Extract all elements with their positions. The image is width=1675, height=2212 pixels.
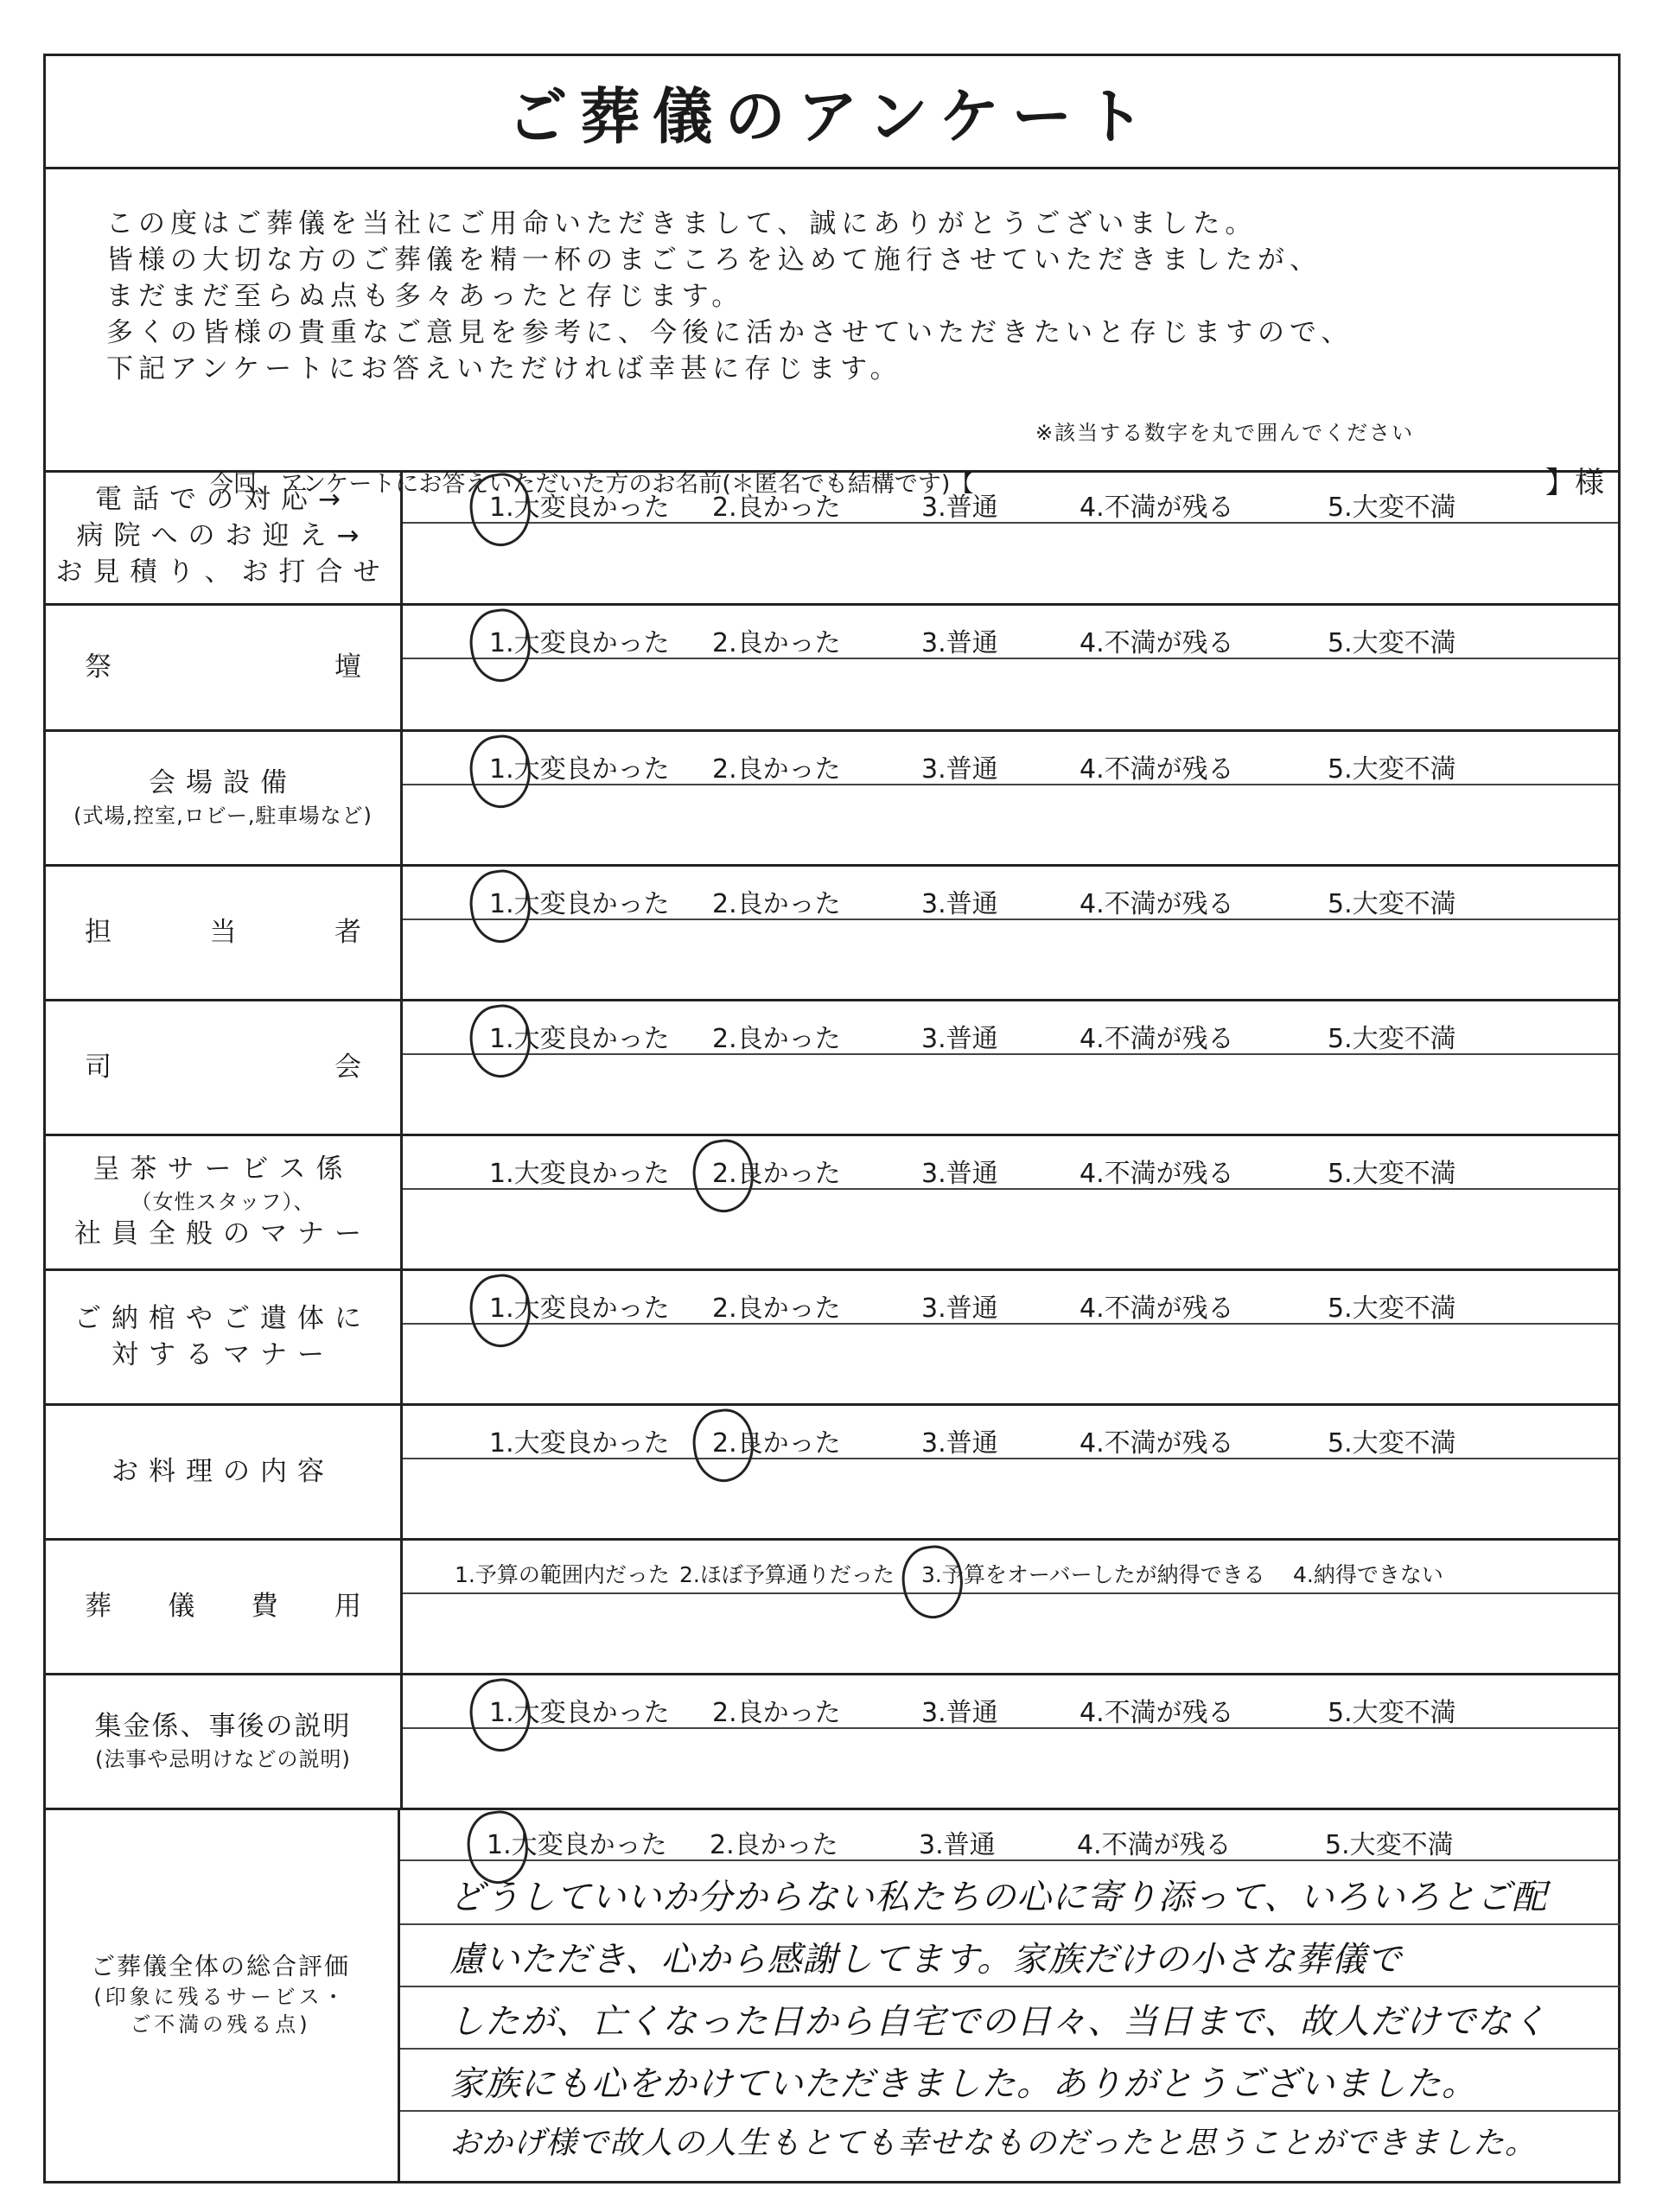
label-coffin <box>46 1271 403 1403</box>
row-phone <box>46 470 1618 606</box>
comment-line: おかげ様で故人の人生もとても幸せなものだったと思うことができました。 <box>449 2126 1538 2161</box>
intro-line: この度はご葬儀を当社にご用命いただきまして、誠にありがとうございました。 <box>106 208 1258 239</box>
label-char: 壇 <box>334 651 361 683</box>
rating-options <box>403 606 1618 659</box>
option-1[interactable]: 1.大変良かった <box>489 882 670 920</box>
label-line: 電話での対応→ <box>95 484 351 516</box>
rating-options <box>403 1271 1618 1325</box>
option-3[interactable]: 3.普通 <box>921 1159 998 1189</box>
option-5[interactable]: 5.大変不満 <box>1328 1159 1456 1189</box>
option-5[interactable]: 5.大変不満 <box>1328 628 1456 658</box>
selected-circle <box>465 1001 535 1082</box>
option-4[interactable]: 4.不満が残る <box>1080 1698 1234 1728</box>
selected-circle <box>465 470 535 550</box>
option-3[interactable]: 3.普通 <box>921 628 998 658</box>
selected-circle <box>465 1271 535 1351</box>
option-2[interactable]: 2.良かった <box>712 628 841 658</box>
selected-circle <box>688 1406 758 1486</box>
row-altar <box>46 606 1618 732</box>
comment-rule <box>400 2048 1621 2050</box>
rating-options <box>400 1808 1621 1861</box>
intro-line: 多くの皆様の貴重なご意見を参考に、今後に活かさせていただきたいと存じますので、 <box>106 317 1353 348</box>
option-1[interactable]: 1.大変良かった <box>489 1428 670 1459</box>
label-mc <box>46 1001 403 1134</box>
selected-circle <box>465 1675 535 1756</box>
intro-line: 下記アンケートにお答えいただければ幸甚に存じます。 <box>106 353 902 385</box>
rating-options <box>403 1001 1618 1055</box>
instruction-note: ※該当する数字を丸で囲んでください <box>1035 421 1415 445</box>
comment-line: どうしていいか分からない私たちの心に寄り添って、いろいろとご配 <box>449 1878 1548 1917</box>
label-char: 担 <box>85 916 111 948</box>
label-line: ご不満の残る点) <box>130 2012 311 2037</box>
label-line: 社員全般のマナー <box>74 1217 372 1249</box>
label-char: 葬 <box>85 1590 111 1622</box>
row-staff <box>46 867 1618 1001</box>
label-char: 儀 <box>168 1590 195 1622</box>
option-3[interactable]: 3.普通 <box>921 889 998 919</box>
row-overall <box>43 1808 1621 2181</box>
comment-rule <box>400 1986 1621 1987</box>
label-char: 用 <box>334 1590 361 1622</box>
rating-options <box>403 867 1618 920</box>
option-3[interactable]: 3.普通 <box>919 1830 996 1860</box>
label-tea-service <box>46 1136 403 1268</box>
label-staff <box>46 867 403 999</box>
selected-circle <box>465 867 535 947</box>
option-4[interactable]: 4.不満が残る <box>1080 754 1234 785</box>
option-4[interactable]: 4.不満が残る <box>1080 1024 1234 1054</box>
option-2[interactable]: 2.良かった <box>712 754 841 785</box>
option-4[interactable]: 4.不満が残る <box>1080 1294 1234 1324</box>
rating-options <box>403 1675 1618 1729</box>
option-1[interactable]: 1.大変良かった <box>487 1823 667 1861</box>
option-5[interactable]: 5.大変不満 <box>1325 1830 1454 1860</box>
option-1[interactable]: 1.大変良かった <box>489 1691 670 1729</box>
option-2[interactable]: 2.良かった <box>710 1830 838 1860</box>
option-1[interactable]: 1.大変良かった <box>489 486 670 524</box>
intro-line: まだまだ至らぬ点も多々あったと存じます。 <box>106 281 744 312</box>
option-4[interactable]: 4.不満が残る <box>1080 628 1234 658</box>
label-line: (法事や忌明けなどの説明) <box>95 1747 351 1772</box>
option-4[interactable]: 4.不満が残る <box>1080 889 1234 919</box>
cost-option-4[interactable]: 4.納得できない <box>1293 1562 1443 1587</box>
label-altar <box>46 606 403 729</box>
label-line: お料理の内容 <box>111 1455 334 1487</box>
name-suffix: 】様 <box>1545 466 1604 500</box>
label-overall <box>43 1808 400 2181</box>
label-line: ご葬儀全体の総合評価 <box>90 1951 350 1980</box>
label-food <box>46 1406 403 1538</box>
option-4[interactable]: 4.不満が残る <box>1077 1830 1232 1860</box>
cost-option-1[interactable]: 1.予算の範囲内だった <box>455 1562 670 1587</box>
option-5[interactable]: 5.大変不満 <box>1328 1428 1456 1459</box>
rating-options <box>403 732 1618 785</box>
option-5[interactable]: 5.大変不満 <box>1328 1024 1456 1054</box>
row-cost <box>46 1541 1618 1675</box>
row-mc <box>46 1001 1618 1136</box>
label-char: 費 <box>251 1590 278 1622</box>
option-5[interactable]: 5.大変不満 <box>1328 754 1456 785</box>
option-4[interactable]: 4.不満が残る <box>1080 493 1234 523</box>
rating-options <box>403 470 1618 524</box>
label-line: 呈茶サービス係 <box>92 1154 353 1185</box>
selected-circle <box>688 1136 758 1217</box>
option-5[interactable]: 5.大変不満 <box>1328 889 1456 919</box>
row-food <box>46 1406 1618 1541</box>
label-line: （女性スタッフ）、 <box>131 1190 315 1215</box>
rating-options <box>403 1406 1618 1459</box>
comment-rule <box>400 2110 1621 2112</box>
comment-rule <box>400 1923 1621 1925</box>
cost-option-3[interactable]: 3.予算をオーバーしたが納得できる <box>921 1558 1265 1589</box>
option-5[interactable]: 5.大変不満 <box>1328 1294 1456 1324</box>
label-char: 会 <box>334 1051 361 1083</box>
selected-circle <box>897 1542 967 1623</box>
cost-option-2[interactable]: 2.ほぼ予算通りだった <box>679 1562 895 1587</box>
name-prompt: 今回、アンケートにお答えいただいた方のお名前(＊匿名でも結構です)【 <box>210 471 974 498</box>
cost-options <box>403 1541 1618 1594</box>
label-char: 者 <box>334 916 361 948</box>
option-2[interactable]: 2.良かった <box>712 1421 841 1459</box>
label-line: 会場設備 <box>149 767 297 799</box>
comment-line: 慮いただき、心から感謝してます。家族だけの小さな葬儀で <box>449 1940 1403 1980</box>
option-1[interactable]: 1.大変良かった <box>489 1287 670 1325</box>
option-2[interactable]: 2.良かった <box>712 889 841 919</box>
option-1[interactable]: 1.大変良かった <box>489 1159 670 1189</box>
option-3[interactable]: 3.普通 <box>921 1428 998 1459</box>
option-3[interactable]: 3.普通 <box>921 493 998 523</box>
label-line: お見積り、お打合せ <box>55 556 391 588</box>
option-2[interactable]: 2.良かった <box>712 1024 841 1054</box>
label-line: 集金係、事後の説明 <box>94 1711 352 1743</box>
label-line: (印象に残るサービス・ <box>93 1984 347 2009</box>
row-coffin <box>46 1271 1618 1406</box>
label-phone <box>46 470 403 603</box>
option-2[interactable]: 2.良かった <box>712 1294 841 1324</box>
label-cost <box>46 1541 403 1673</box>
row-tea-service <box>46 1136 1618 1271</box>
label-char: 祭 <box>85 651 111 683</box>
label-billing <box>46 1675 403 1808</box>
option-1[interactable]: 1.大変良かった <box>489 1017 670 1055</box>
selected-circle <box>465 732 535 812</box>
label-char: 当 <box>209 916 237 948</box>
label-venue <box>46 732 403 864</box>
option-2[interactable]: 2.良かった <box>712 1152 841 1190</box>
option-5[interactable]: 5.大変不満 <box>1328 1698 1456 1728</box>
option-2[interactable]: 2.良かった <box>712 1698 841 1728</box>
selected-circle <box>465 606 535 686</box>
option-1[interactable]: 1.大変良かった <box>489 621 670 659</box>
option-4[interactable]: 4.不満が残る <box>1080 1159 1234 1189</box>
option-3[interactable]: 3.普通 <box>921 1698 998 1728</box>
page-title: ご葬儀のアンケート <box>506 80 1157 152</box>
label-line: ご納棺やご遺体に <box>74 1302 372 1334</box>
option-1[interactable]: 1.大変良かった <box>489 747 670 785</box>
intro-line: 皆様の大切な方のご葬儀を精一杯のまごころを込めて施行させていただきましたが、 <box>106 245 1322 276</box>
option-3[interactable]: 3.普通 <box>921 754 998 785</box>
comment-line: 家族にも心をかけていただきました。ありがとうございました。 <box>449 2064 1477 2104</box>
label-line: (式場,控室,ロビー,駐車場など) <box>73 804 373 829</box>
comment-line: したが、亡くなった日から自宅での日々、当日まで、故人だけでなく <box>449 2002 1548 2042</box>
option-5[interactable]: 5.大変不満 <box>1328 493 1456 523</box>
row-venue <box>46 732 1618 867</box>
title-bar <box>46 56 1618 169</box>
row-billing <box>46 1675 1618 1810</box>
label-line: 病院へのお迎え→ <box>76 520 370 552</box>
rating-options <box>403 1136 1618 1190</box>
option-3[interactable]: 3.普通 <box>921 1294 998 1324</box>
label-line: 対するマナー <box>111 1338 334 1370</box>
option-3[interactable]: 3.普通 <box>921 1024 998 1054</box>
option-2[interactable]: 2.良かった <box>712 493 841 523</box>
label-char: 司 <box>85 1051 111 1083</box>
option-4[interactable]: 4.不満が残る <box>1080 1428 1234 1459</box>
